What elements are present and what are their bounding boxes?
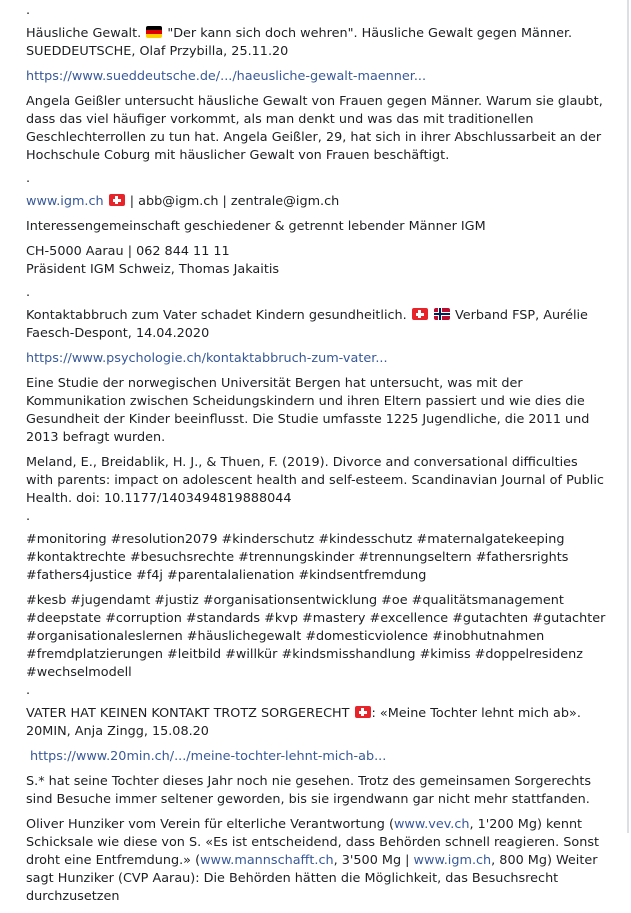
article-headline-fsp: Kontaktabbruch zum Vater schadet Kindern gesundheitlich. Verband FSP, Aurélie Faesch-Despont, 14.04.2020 bbox=[26, 308, 588, 341]
separator-dot: . bbox=[26, 171, 31, 186]
hashtags-group-2: #kesb #jugendamt #justiz #organisationsentwicklung #oe #qualitätsmanagement #deepstate #corruption #standards #kvp #mastery #excellence #gutachten #gutachter #organisationaleslernen #häuslichegewalt #domesticviolence #inobhutnahmen #fremdplatzierungen #leitbild #willkür #kindsmisshandlung #kimiss #doppelresidenz #wechselmodell bbox=[26, 593, 606, 680]
switzerland-flag-icon bbox=[109, 194, 125, 206]
separator-dot: . bbox=[26, 3, 31, 18]
norway-flag-icon bbox=[434, 308, 450, 320]
mannschafft-link[interactable]: www.mannschafft.ch bbox=[200, 853, 334, 868]
article-headline-sueddeutsche: Häusliche Gewalt. "Der kann sich doch wehren". Häusliche Gewalt gegen Männer. SUEDDEUTSCHE, Olaf Przybilla, 25.11.20 bbox=[26, 26, 573, 59]
article-quote-hunziker: Oliver Hunziker vom Verein für elterliche Verantwortung (www.vev.ch, 1'200 Mg) kennt Schicksale wie diese von S. «Es ist entscheidend, dass Behörden schnell reagieren. Sonst droht eine Entfremdung.» (www.mannschafft.ch, 3'500 Mg | www.igm.ch, 800 Mg) Weiter sagt Hunziker (CVP Aarau): Die Behörden hätten die Möglichkeit, das Besuchsrecht durchzusetzen bbox=[26, 817, 600, 904]
igm-site-link[interactable]: www.igm.ch bbox=[26, 194, 104, 209]
study-citation: Meland, E., Breidablik, H. J., & Thuen, F. (2019). Divorce and conversational difficulties with parents: impact on adolescent health and self-esteem. Scandinavian Journal of Public Health. doi: 10.1177/1403494819888044 bbox=[26, 455, 604, 506]
article-summary-20min: S.* hat seine Tochter dieses Jahr noch nie gesehen. Trotz des gemeinsamen Sorgerechts sind Besuche immer seltener geworden, bis sie irgendwann gar nicht mehr stattfanden. bbox=[26, 774, 592, 807]
article-summary-fsp: Eine Studie der norwegischen Universität Bergen hat untersucht, was mit der Kommunikation zwischen Scheidungskindern und ihren Eltern passiert und wie dies die Gesundheit der Kinder beeinflusst. Die Studie umfasste 1225 Jugendliche, die 2011 und 2013 befragt wurden. bbox=[26, 376, 590, 445]
facebook-post-body bbox=[26, 0, 606, 913]
psychologie-link[interactable]: https://www.psychologie.ch/kontaktabbruch-zum-vater... bbox=[26, 351, 388, 366]
vev-link[interactable]: www.vev.ch bbox=[393, 817, 470, 832]
switzerland-flag-icon bbox=[355, 706, 371, 718]
sueddeutsche-link[interactable]: https://www.sueddeutsche.de/.../haeusliche-gewalt-maenner... bbox=[26, 69, 427, 84]
article-summary-sueddeutsche: Angela Geißler untersucht häusliche Gewalt von Frauen gegen Männer. Warum sie glaubt, dass das viel häufiger vorkommt, als man denkt und was das mit traditionellen Geschlechterrollen zu tun hat. Angela Geißler, 29, hat sich in ihrer Abschlussarbeit an der Hochschule Coburg mit häuslicher Gewalt von Frauen beschäftigt. bbox=[26, 94, 603, 163]
igm-organisation-name: Interessengemeinschaft geschiedener & getrennt lebender Männer IGM bbox=[26, 219, 486, 234]
germany-flag-icon bbox=[146, 26, 162, 38]
hashtags-group-1: #monitoring #resolution2079 #kinderschutz #kindesschutz #maternalgatekeeping #kontaktrechte #besuchsrechte #trennungskinder #trennungseltern #fathersrights #fathers4justice #f4j #parentalalienation #kindsentfremdung bbox=[26, 532, 569, 583]
20min-link[interactable]: https://www.20min.ch/.../meine-tochter-lehnt-mich-ab... bbox=[30, 749, 387, 764]
igm-president: Präsident IGM Schweiz, Thomas Jakaitis bbox=[26, 262, 280, 277]
separator-dot: . bbox=[26, 509, 31, 524]
switzerland-flag-icon bbox=[412, 308, 428, 320]
igm-address: CH-5000 Aarau | 062 844 11 11 bbox=[26, 244, 230, 259]
igm-link[interactable]: www.igm.ch bbox=[413, 853, 492, 868]
igm-contact-line: www.igm.ch | abb@igm.ch | zentrale@igm.ch bbox=[26, 194, 340, 209]
separator-dot: . bbox=[26, 683, 31, 698]
article-headline-20min: VATER HAT KEINEN KONTAKT TROTZ SORGERECHT : «Meine Tochter lehnt mich ab». 20MIN, Anja Zingg, 15.08.20 bbox=[26, 706, 581, 739]
separator-dot: . bbox=[26, 285, 31, 300]
